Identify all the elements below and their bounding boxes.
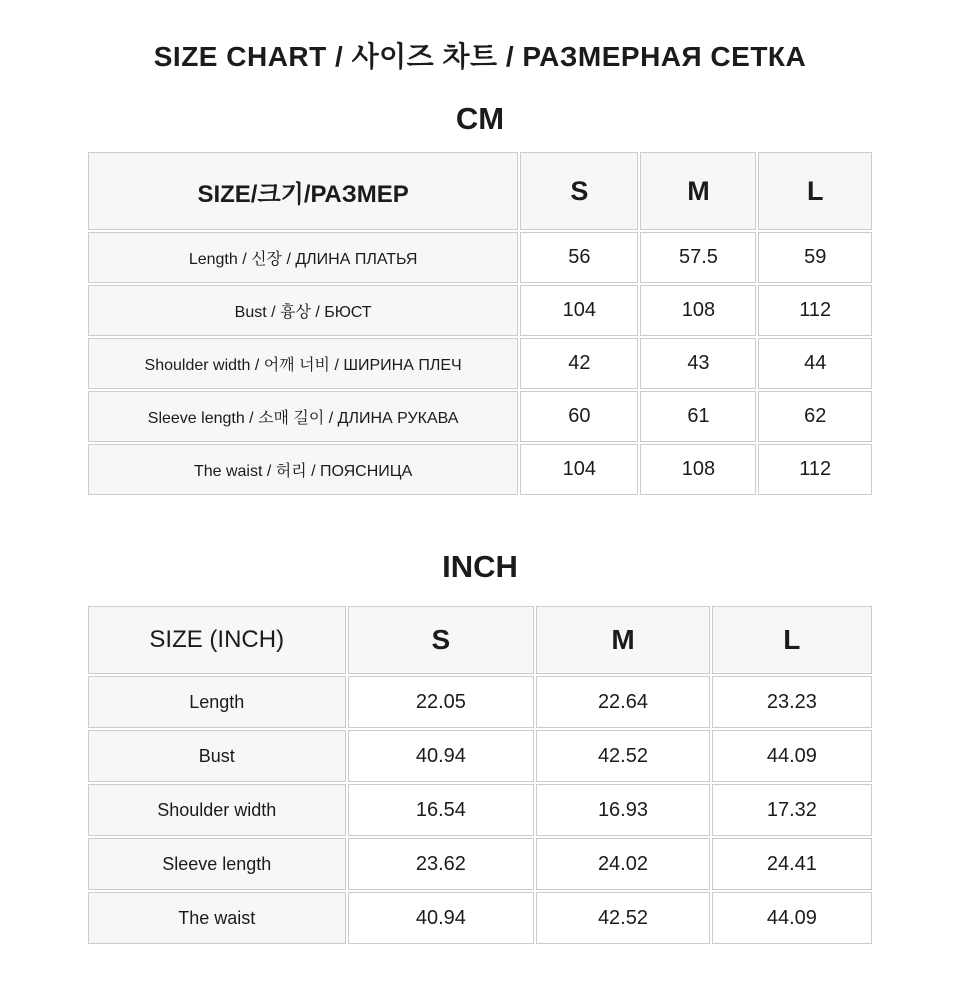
inch-row-waist <box>88 892 872 944</box>
row-label: Sleeve length / 소매 길이 / ДЛИНА РУКАВА <box>88 391 518 442</box>
size-value-m: 42.52 <box>536 730 709 782</box>
size-value-s: 40.94 <box>348 892 535 944</box>
cm-row-waist <box>88 444 872 495</box>
inch-column-header-m: M <box>536 606 709 674</box>
size-value-l: 23.23 <box>712 676 872 728</box>
row-label: Length / 신장 / ДЛИНА ПЛАТЬЯ <box>88 232 518 283</box>
size-value-m: 42.52 <box>536 892 709 944</box>
size-value-l: 17.32 <box>712 784 872 836</box>
size-value-m: 61 <box>640 391 756 442</box>
size-value-s: 104 <box>520 285 638 336</box>
cm-row-sleeve-length <box>88 391 872 442</box>
size-value-m: 57.5 <box>640 232 756 283</box>
row-label: Shoulder width <box>88 784 346 836</box>
inch-row-sleeve-length <box>88 838 872 890</box>
size-value-s: 56 <box>520 232 638 283</box>
size-value-l: 59 <box>758 232 872 283</box>
row-label: Bust / 흉상 / БЮСТ <box>88 285 518 336</box>
size-value-s: 16.54 <box>348 784 535 836</box>
cm-section-heading: CM <box>455 101 505 136</box>
size-value-m: 108 <box>640 444 756 495</box>
cm-size-table <box>86 150 874 497</box>
cm-column-header-size: SIZE/크기/РАЗМЕР <box>88 152 518 230</box>
size-value-s: 22.05 <box>348 676 535 728</box>
page-title: SIZE CHART / 사이즈 차트 / РАЗМЕРНАЯ СЕТКА <box>153 41 807 72</box>
row-label: Length <box>88 676 346 728</box>
inch-size-table <box>86 604 874 946</box>
size-value-l: 44.09 <box>712 892 872 944</box>
inch-row-bust <box>88 730 872 782</box>
size-value-l: 44 <box>758 338 872 389</box>
size-value-s: 42 <box>520 338 638 389</box>
inch-row-length <box>88 676 872 728</box>
size-value-s: 40.94 <box>348 730 535 782</box>
size-value-s: 60 <box>520 391 638 442</box>
size-value-l: 62 <box>758 391 872 442</box>
inch-header-row <box>88 606 872 674</box>
size-value-l: 112 <box>758 285 872 336</box>
size-chart-content <box>86 40 874 946</box>
size-value-l: 44.09 <box>712 730 872 782</box>
inch-column-header-size: SIZE (INCH) <box>88 606 346 674</box>
size-value-l: 24.41 <box>712 838 872 890</box>
cm-column-header-l: L <box>758 152 872 230</box>
inch-row-shoulder-width <box>88 784 872 836</box>
cm-column-header-s: S <box>520 152 638 230</box>
inch-section-heading: INCH <box>442 549 518 584</box>
cm-row-length <box>88 232 872 283</box>
inch-column-header-l: L <box>712 606 872 674</box>
inch-column-header-s: S <box>348 606 535 674</box>
size-value-m: 108 <box>640 285 756 336</box>
cm-header-row <box>88 152 872 230</box>
size-value-m: 43 <box>640 338 756 389</box>
size-value-m: 22.64 <box>536 676 709 728</box>
size-value-m: 24.02 <box>536 838 709 890</box>
row-label: The waist <box>88 892 346 944</box>
row-label: Bust <box>88 730 346 782</box>
cm-column-header-m: M <box>640 152 756 230</box>
row-label: Shoulder width / 어깨 너비 / ШИРИНА ПЛЕЧ <box>88 338 518 389</box>
size-value-m: 16.93 <box>536 784 709 836</box>
size-value-s: 104 <box>520 444 638 495</box>
row-label: The waist / 허리 / ПОЯСНИЦА <box>88 444 518 495</box>
row-label: Sleeve length <box>88 838 346 890</box>
cm-row-bust <box>88 285 872 336</box>
cm-row-shoulder-width <box>88 338 872 389</box>
size-value-s: 23.62 <box>348 838 535 890</box>
size-value-l: 112 <box>758 444 872 495</box>
